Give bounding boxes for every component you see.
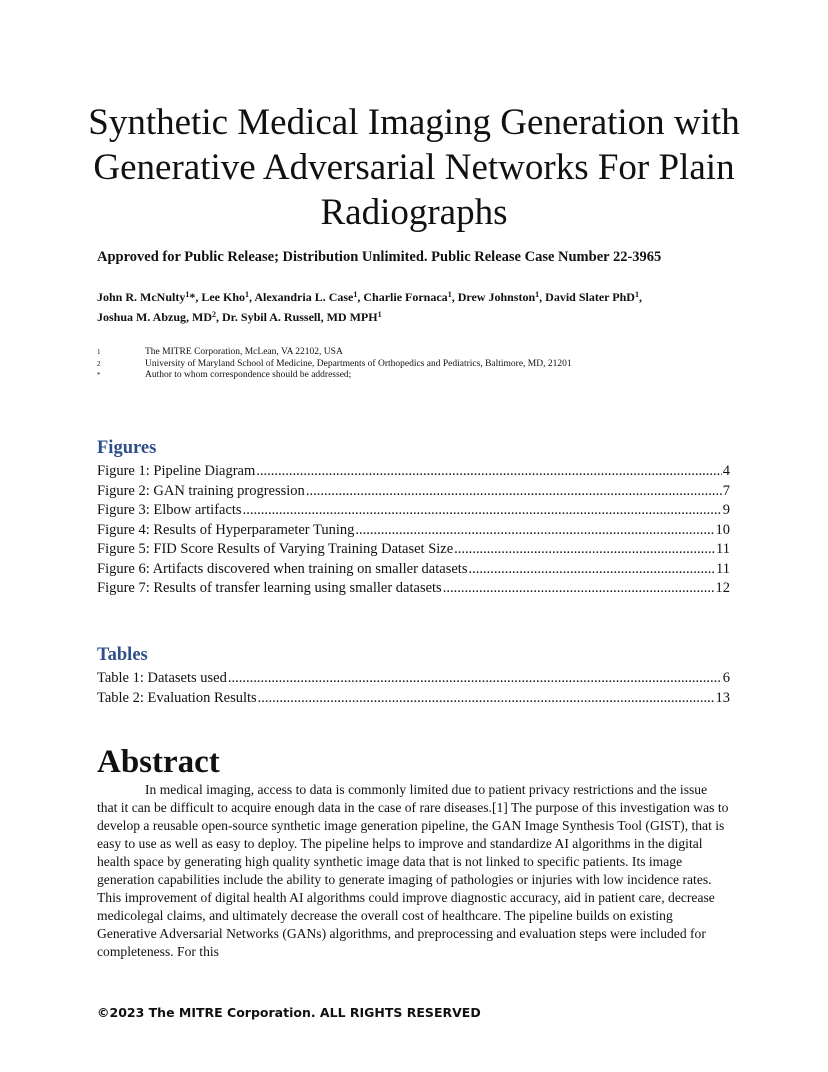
affiliation-marker: 1 [97, 348, 101, 356]
abstract-body: In medical imaging, access to data is commonly limited due to patient privacy restrictions and the issue that it can be difficult to acquire enough data in the case of rare diseases.[1] The purpose of this investigation was to develop a reusable open-source synthetic image generation pipeline, the GAN Image Synthesis Tool (GIST), that is easy to use as well as easy to deploy. The pipeline helps to improve and standardize AI algorithms in the digital health space by generating high quality synthetic image data that is not linked to specific patients. Its image generation capabilities include the ability to generate imaging of pathologies or injuries with low incidence rates. This improvement of digital health AI algorithms could improve diagnostic accuracy, aid in patient care, decrease medicolegal claims, and ultimately decrease the overall cost of healthcare. The pipeline builds on existing Generative Adversarial Networks (GANs) algorithms, and preprocessing and evaluation steps were included for completeness. For this [97, 782, 729, 959]
tables-heading: Tables [97, 645, 148, 665]
author-line-2 [97, 307, 737, 327]
author: David Slater PhD$^1$, [545, 290, 642, 304]
affiliation-item [97, 347, 737, 359]
figures-heading: Figures [97, 438, 157, 458]
toc-entry-figure-3[interactable]: Figure 3: Elbow artifacts ..... 9 [97, 501, 730, 521]
author: Lee Kho$^1$, [201, 290, 255, 304]
author-line-1 [97, 287, 737, 307]
author: Joshua M. Abzug, $MD^2$, [97, 310, 223, 324]
toc-entry-figure-6[interactable]: Figure 6: Artifacts discovered when training on smaller datasets ..... 11 [97, 560, 730, 580]
affiliation-text: The MITRE Corporation, McLean, VA 22102, USA [145, 347, 343, 357]
author: Drew Johnston$^1$, [457, 290, 546, 304]
toc-entry-table-2[interactable]: Table 2: Evaluation Results ..... 13 [97, 689, 730, 709]
tables-list [97, 669, 730, 708]
author: Dr. Sybil A. Russell, MD MPH$^1$ [222, 310, 382, 324]
author: Alexandria L. Case$^1$, [254, 290, 364, 304]
toc-entry-table-1[interactable]: Table 1: Datasets used ..... 6 [97, 669, 730, 689]
toc-entry-figure-2[interactable]: Figure 2: GAN training progression ..... 7 [97, 482, 730, 502]
figures-list [97, 462, 730, 599]
toc-entry-figure-4[interactable]: Figure 4: Results of Hyperparameter Tuning ..... 10 [97, 521, 730, 541]
affiliation-text: University of Maryland School of Medicine, Departments of Orthopedics and Pediatrics, Baltimore, MD, 21201 [145, 358, 572, 369]
author: Charlie Fornaca$^1$, [363, 290, 458, 304]
affiliation-marker: 2 [97, 359, 101, 368]
author-list [97, 287, 737, 327]
toc-entry-figure-1[interactable]: Figure 1: Pipeline Diagram ..... 4 [97, 462, 730, 482]
copyright-footer: ©2023 The MITRE Corporation. ALL RIGHTS RESERVED [97, 1005, 481, 1020]
affiliation-marker: * [97, 371, 101, 379]
toc-entry-figure-5[interactable]: Figure 5: FID Score Results of Varying Training Dataset Size ..... 11 [97, 540, 730, 560]
release-statement: Approved for Public Release; Distribution Unlimited. Public Release Case Number 22-3965 [97, 249, 662, 265]
toc-entry-figure-7[interactable]: Figure 7: Results of transfer learning using smaller datasets ..... 12 [97, 579, 730, 599]
author: John R. McNulty$^1$*, [97, 290, 202, 304]
abstract-heading: Abstract [97, 744, 220, 780]
affiliation-text: Author to whom correspondence should be addressed; [145, 370, 352, 380]
affiliations [97, 347, 737, 382]
affiliation-item [97, 359, 737, 371]
affiliation-item [97, 370, 737, 382]
paper-title: Synthetic Medical Imaging Generation with Generative Adversarial Networks For Plain Radiographs [88, 102, 740, 233]
